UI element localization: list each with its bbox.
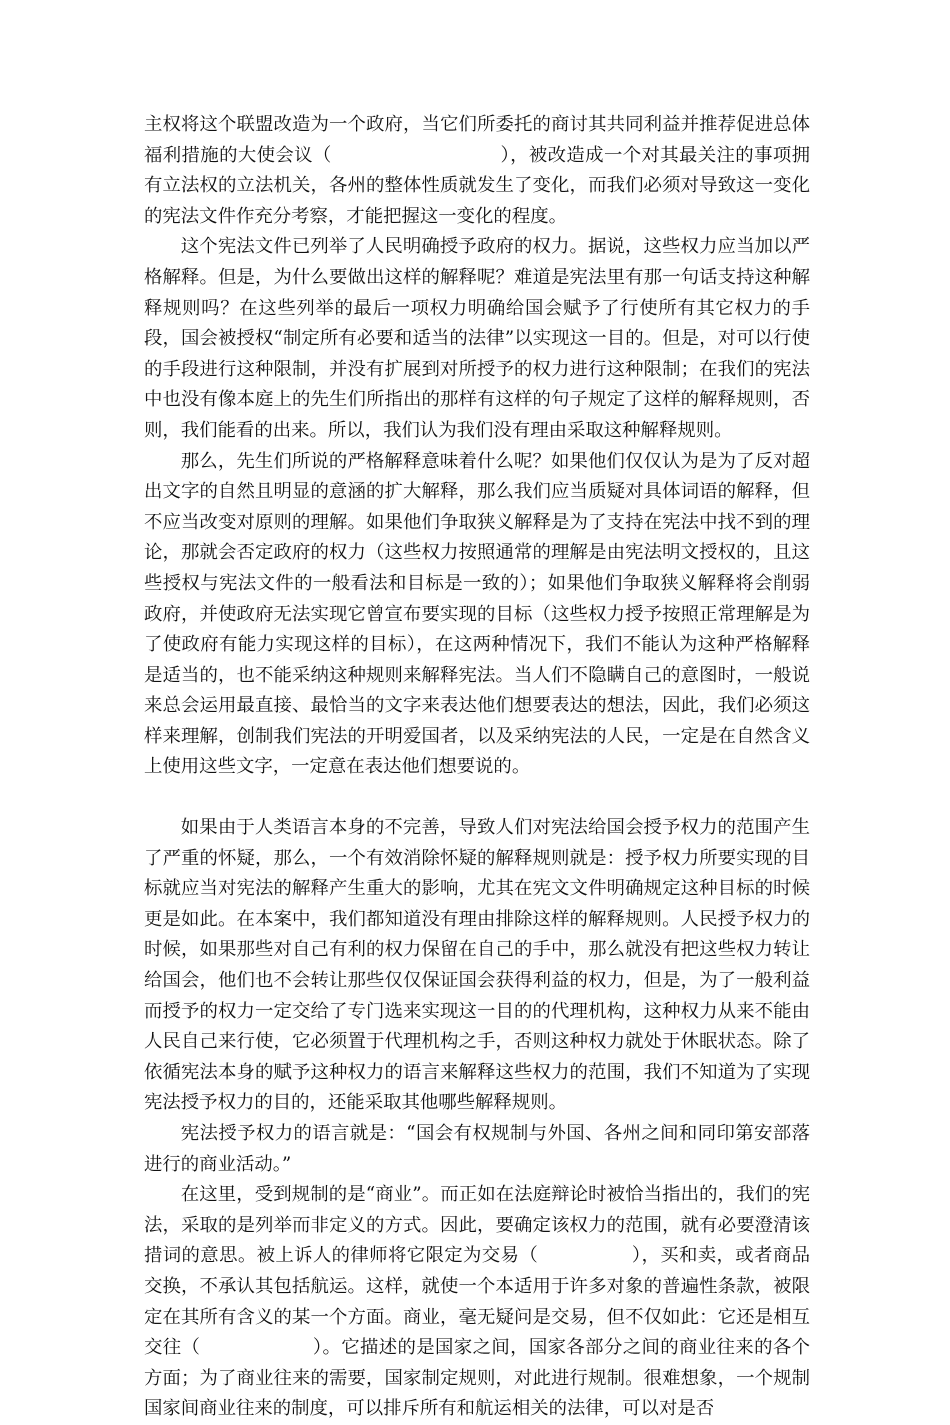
paragraph-2: 这个宪法文件已列举了人民明确授予政府的权力。据说，这些权力应当加以严格解释。但是，为什么要做出这样的解释呢？难道是宪法里有那一句话支持这种解释规则吗？在这些列举的最后一项权力明确给国会赋予了行使所有其它权力的手段，国会被授权“制定所有必要和适当的法律”以实现这一目的。但是，对可以行使的手段进行这种限制，并没有扩展到对所授予的权力进行这种限制；在我们的宪法中也没有像本庭上的先生们所指出的那样有这样的句子规定了这样的解释规则，否则，我们能看的出来。所以，我们认为我们没有理由采取这种解释规则。 <box>144 236 810 441</box>
document-body <box>144 110 810 1425</box>
paragraph-4: 如果由于人类语言本身的不完善，导致人们对宪法给国会授予权力的范围产生了严重的怀疑，那么，一个有效消除怀疑的解释规则就是：授予权力所要实现的目标就应当对宪法的解释产生重大的影响，尤其在宪文文件明确规定这种目标的时候更是如此。在本案中，我们都知道没有理由排除这样的解释规则。人民授予权力的时候，如果那些对自己有利的权力保留在自己的手中，那么就没有把这些权力转让给国会，他们也不会转让那些仅仅保证国会获得利益的权力，但是，为了一般利益而授予的权力一定交给了专门选来实现这一目的的代理机构，这种权力从来不能由人民自己来行使，它必须置于代理机构之手，否则这种权力就处于休眠状态。除了依循宪法本身的赋予这种权力的语言来解释这些权力的范围，我们不知道为了实现宪法授予权力的目的，还能采取其他哪些解释规则。 <box>144 817 810 1114</box>
paragraph-5: 宪法授予权力的语言就是：“国会有权规制与外国、各州之间和同印第安部落进行的商业活动。” <box>144 1123 810 1175</box>
paragraph-3: 那么，先生们所说的严格解释意味着什么呢？如果他们仅仅认为是为了反对超出文字的自然且明显的意涵的扩大解释，那么我们应当质疑对具体词语的解释，但不应当改变对原则的理解。如果他们争取狭义解释是为了支持在宪法中找不到的理论，那就会否定政府的权力（这些权力按照通常的理解是由宪法明文授权的，且这些授权与宪法文件的一般看法和目标是一致的）；如果他们争取狭义解释将会削弱政府，并使政府无法实现它曾宣布要实现的目标（这些权力授予按照正常理解是为了使政府有能力实现这样的目标），在这两种情况下，我们不能认为这种严格解释是适当的，也不能采纳这种规则来解释宪法。当人们不隐瞒自己的意图时，一般说来总会运用最直接、最恰当的文字来表达他们想要表达的想法，因此，我们必须这样来理解，创制我们宪法的开明爱国者，以及采纳宪法的人民，一定是在自然含义上使用这些文字，一定意在表达他们想要说的。 <box>144 450 810 778</box>
paragraph-6: 在这里，受到规制的是“商业”。而正如在法庭辩论时被恰当指出的，我们的宪法，采取的是列举而非定义的方式。因此，要确定该权力的范围，就有必要澄清该措词的意思。被上诉人的律师将它限定为交易（ ），买和卖，或者商品交换，不承认其包括航运。这样，就使一个本适用于许多对象的普遍性条款，被限定在其所有含义的某一个方面。商业，毫无疑问是交易，但不仅如此：它还是相互交往（ ）。它描述的是国家之间，国家各部分之间的商业往来的各个方面；为了商业往来的需要，国家制定规则，对此进行规制。很难想象，一个规制国家间商业往来的制度，可以排斥所有和航运相关的法律，可以对是否 <box>144 1184 810 1420</box>
paragraph-1: 主权将这个联盟改造为一个政府，当它们所委托的商讨其共同利益并推荐促进总体福利措施的大使会议（ ），被改造成一个对其最关注的事项拥有立法权的立法机关，各州的整体性质就发生了变化，而我们必须对导致这一变化的宪法文件作充分考察，才能把握这一变化的程度。 <box>144 114 810 227</box>
